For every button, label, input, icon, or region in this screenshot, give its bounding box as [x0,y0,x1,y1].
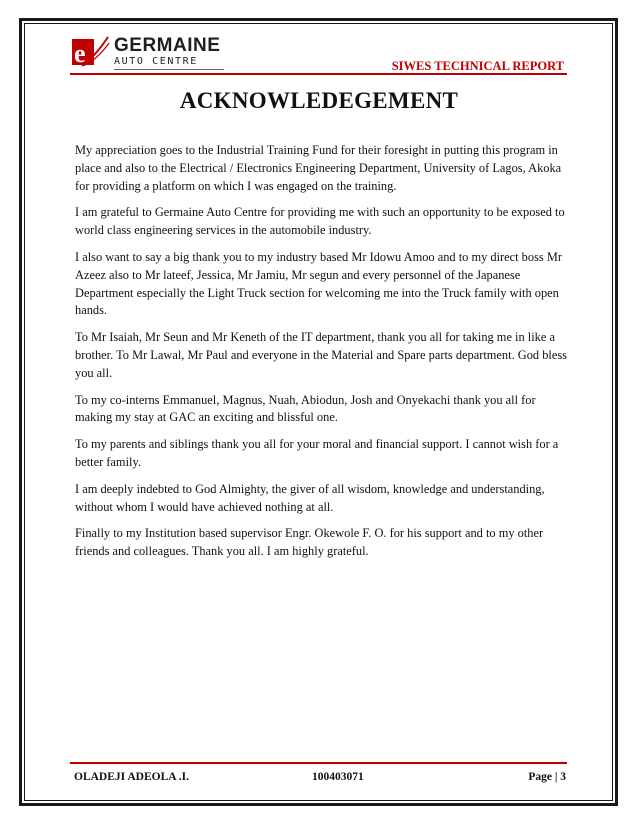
footer-divider [70,762,567,764]
logo-divider [114,69,224,70]
company-logo [70,33,230,73]
paragraph: To Mr Isaiah, Mr Seun and Mr Keneth of the IT department, thank you all for taking me in like a brother. To Mr Lawal, Mr Paul and everyone in the Material and Spare parts department. God bless you all. [75,330,567,380]
acknowledgement-body [75,142,567,570]
logo-name: GERMAINE [114,35,221,56]
paragraph: Finally to my Institution based supervisor Engr. Okewole F. O. for his support and to my other friends and colleagues. Thank you all. I am highly grateful. [75,526,544,559]
footer-matric-number: 100403071 [312,771,364,783]
page-title: ACKNOWLEDEGEMENT [179,88,459,113]
report-header-title: SIWES TECHNICAL REPORT [391,59,564,73]
paragraph: I am grateful to Germaine Auto Centre for providing me with such an opportunity to be exposed to world class engineering services in the automobile industry. [75,205,565,238]
paragraph: My appreciation goes to the Industrial Training Fund for their foresight in putting this program in place and also to the Electrical / Electronics Engineering Department, University of Lagos, Akoka for providing a platform on which I was engaged on the training. [75,143,562,193]
footer-author-name: OLADEJI ADEOLA .I. [74,771,190,783]
svg-text:e: e [74,39,86,68]
germaine-logo-icon [70,33,110,71]
paragraph: I also want to say a big thank you to my industry based Mr Idowu Amoo and to my direct boss Mr Azeez also to Mr lateef, Jessica, Mr Jamiu, Mr segun and every personnel of the Japanese Department especially the Light Truck section for welcoming me into the Truck family with open hands. [75,249,562,318]
paragraph: I am deeply indebted to God Almighty, the giver of all wisdom, knowledge and understanding, without whom I would have achieved nothing at all. [75,481,545,514]
logo-subtitle: AUTO CENTRE [114,56,198,67]
footer-page-number: Page | 3 [528,771,566,783]
page-footer [74,771,566,787]
paragraph: To my co-interns Emmanuel, Magnus, Nuah, Abiodun, Josh and Onyekachi thank you all for making my stay at GAC an exciting and blissful one. [75,392,536,425]
paragraph: To my parents and siblings thank you all for your moral and financial support. I cannot wish for a better family. [75,437,559,469]
header-divider [70,73,567,75]
